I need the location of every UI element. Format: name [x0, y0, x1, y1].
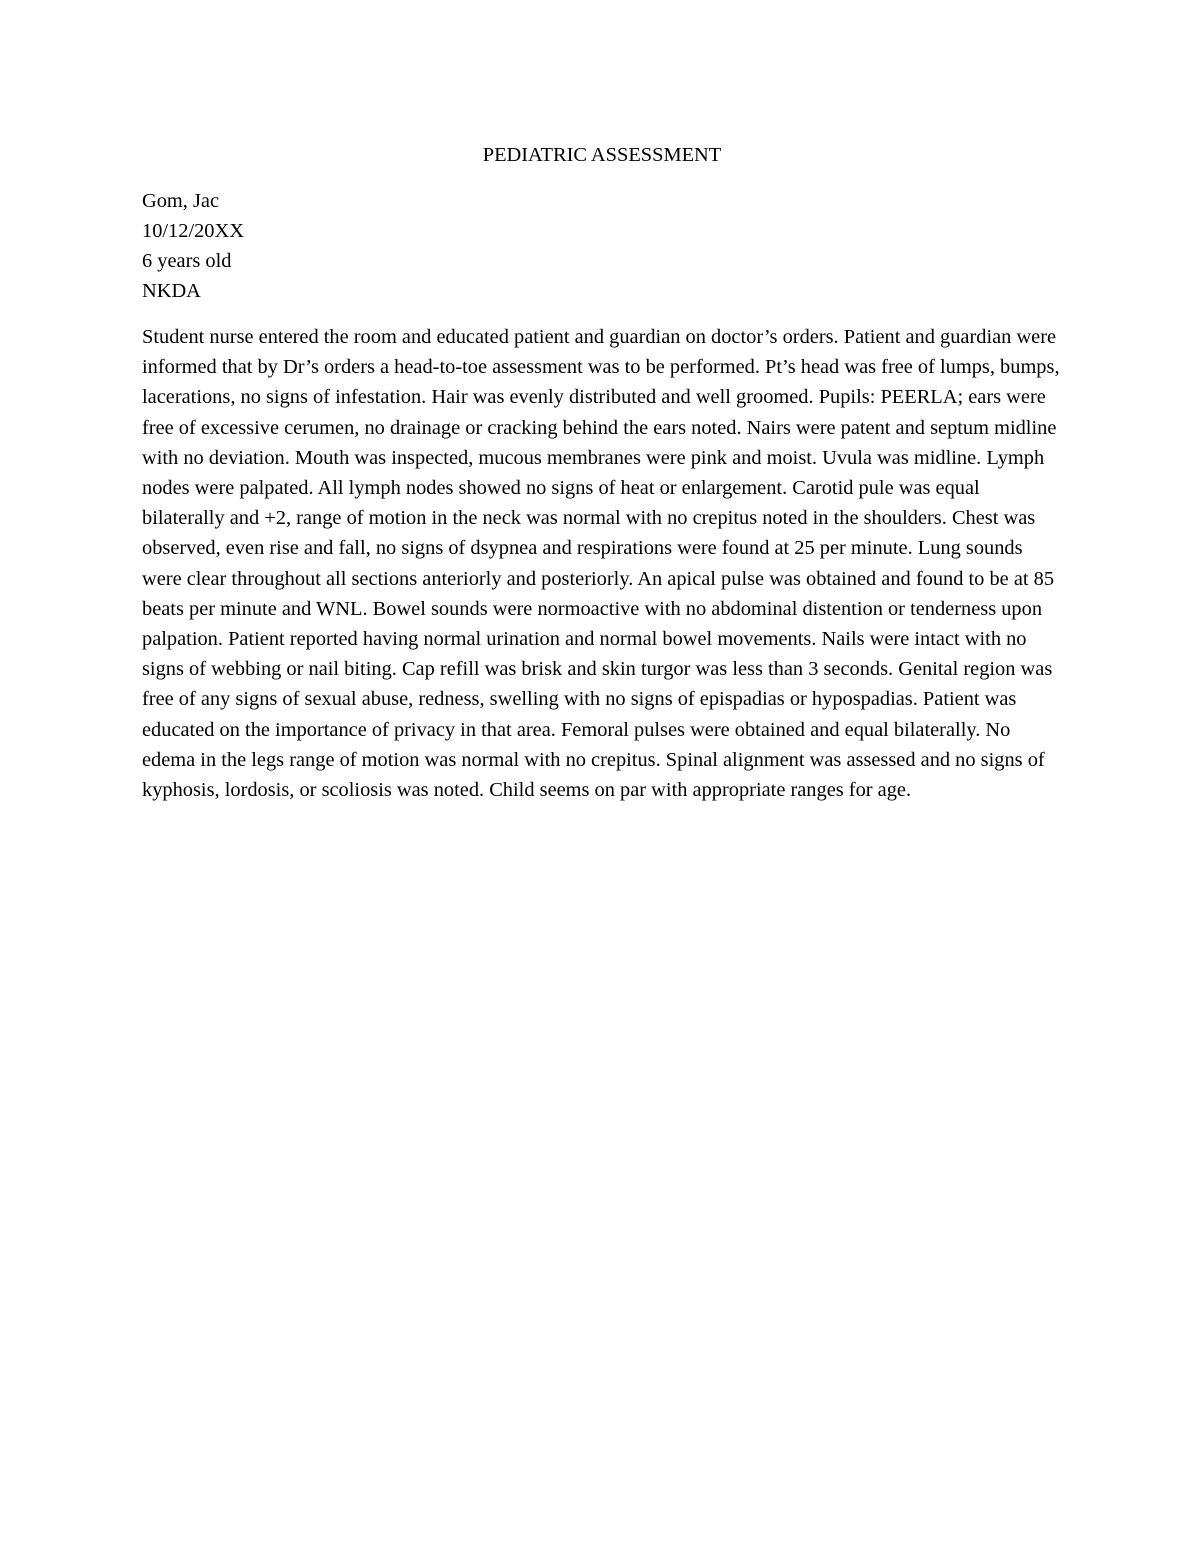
patient-header [142, 186, 1062, 306]
document-content [142, 140, 1062, 805]
patient-age: 6 years old [142, 250, 232, 272]
assessment-narrative: Student nurse entered the room and educated patient and guardian on doctor’s orders. Patient and guardian were informed that by Dr’s orders a head-to-toe assessment was to be performed. Pt’s head was free of lumps, bumps, lacerations, no signs of infestation. Hair was evenly distributed and well groomed. Pupils: PEERLA; ears were free of excessive cerumen, no drainage or cracking behind the ears noted. Nairs were patent and septum midline with no deviation. Mouth was inspected, mucous membranes were pink and moist. Uvula was midline. Lymph nodes were palpated. All lymph nodes showed no signs of heat or enlargement. Carotid pule was equal bilaterally and +2, range of motion in the neck was normal with no crepitus noted in the shoulders. Chest was observed, even rise and fall, no signs of dsypnea and respirations were found at 25 per minute. Lung sounds were clear throughout all sections anteriorly and posteriorly. An apical pulse was obtained and found to be at 85 beats per minute and WNL. Bowel sounds were normoactive with no abdominal distention or tenderness upon palpation. Patient reported having normal urination and normal bowel movements. Nails were intact with no signs of webbing or nail biting. Cap refill was brisk and skin turgor was less than 3 seconds. Genital region was free of any signs of sexual abuse, redness, swelling with no signs of epispadias or hypospadias. Patient was educated on the importance of privacy in that area. Femoral pulses were obtained and equal bilaterally. No edema in the legs range of motion was normal with no crepitus. Spinal alignment was assessed and no signs of kyphosis, lordosis, or scoliosis was noted. Child seems on par with appropriate ranges for age. [142, 326, 1060, 802]
patient-name: Gom, Jac [142, 190, 220, 212]
assessment-date: 10/12/20XX [142, 220, 244, 242]
page-title: PEDIATRIC ASSESSMENT [482, 144, 722, 166]
allergy-status: NKDA [142, 280, 201, 302]
